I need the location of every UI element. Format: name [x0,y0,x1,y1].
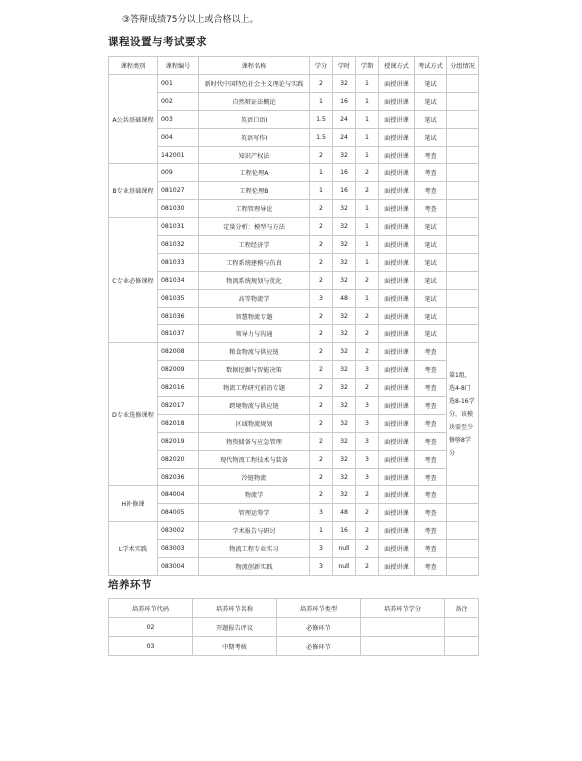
course-teach-mode: 面授讲课 [379,307,415,325]
course-term: 1 [356,146,379,164]
course-teach-mode: 面授讲课 [379,92,415,110]
course-teach-mode: 面授讲课 [379,414,415,432]
course-credit: 1 [310,164,333,182]
course-hours: 32 [333,450,356,468]
course-exam: 笔试 [415,128,447,146]
course-group-empty [447,325,479,343]
course-name: 领导力与沟通 [199,325,310,343]
course-row [109,289,479,307]
course-exam: 笔试 [415,92,447,110]
course-hours: 16 [333,182,356,200]
course-code: 084004 [158,486,199,504]
course-exam: 考查 [415,200,447,218]
course-teach-mode: 面授讲课 [379,397,415,415]
course-row [109,361,479,379]
course-hours: 32 [333,343,356,361]
course-name: 英语口语I [199,110,310,128]
link-header-note: 备注 [445,599,479,618]
course-code: 082036 [158,468,199,486]
course-group-empty [447,164,479,182]
course-teach-mode: 面授讲课 [379,218,415,236]
course-term: 1 [356,236,379,254]
course-row [109,146,479,164]
course-category: L学术实践 [109,522,158,576]
course-name: 工程系统建模与仿真 [199,253,310,271]
course-group-empty [447,218,479,236]
course-term: 3 [356,414,379,432]
course-hours: null [333,558,356,576]
course-hours: 32 [333,325,356,343]
course-code: 082020 [158,450,199,468]
course-exam: 考查 [415,504,447,522]
header-teach: 授课方式 [379,57,415,75]
course-group-note: 第1组，选4-8门选8-16学分，该模块需至少修够8学分 [447,343,479,486]
course-exam: 笔试 [415,325,447,343]
course-term: 1 [356,128,379,146]
course-teach-mode: 面授讲课 [379,468,415,486]
course-credit: 3 [310,558,333,576]
course-credit: 2 [310,468,333,486]
course-teach-mode: 面授讲课 [379,253,415,271]
course-hours: 32 [333,468,356,486]
course-term: 2 [356,307,379,325]
course-code: 081032 [158,236,199,254]
course-name: 管理运筹学 [199,504,310,522]
course-row [109,110,479,128]
course-teach-mode: 面授讲课 [379,128,415,146]
course-term: 2 [356,379,379,397]
course-teach-mode: 面授讲课 [379,289,415,307]
course-credit: 2 [310,307,333,325]
course-hours: 32 [333,236,356,254]
course-credit: 2 [310,432,333,450]
course-term: 1 [356,253,379,271]
header-term: 学期 [356,57,379,75]
course-credit: 3 [310,504,333,522]
course-credit: 1 [310,182,333,200]
course-exam: 考查 [415,146,447,164]
course-credit: 2 [310,200,333,218]
course-term: 2 [356,164,379,182]
course-teach-mode: 面授讲课 [379,146,415,164]
course-name: 物流学 [199,486,310,504]
course-code: 082017 [158,397,199,415]
course-code: 004 [158,128,199,146]
course-category: C专业必修课程 [109,218,158,343]
course-exam: 笔试 [415,236,447,254]
course-code: 082019 [158,432,199,450]
course-exam: 考查 [415,397,447,415]
course-term: 2 [356,325,379,343]
course-name: 知识产权法 [199,146,310,164]
course-term: 1 [356,200,379,218]
section-title-courses: 课程设置与考试要求 [108,36,207,48]
course-term: 2 [356,182,379,200]
course-credit: 2 [310,271,333,289]
link-code: 02 [109,618,193,637]
course-credit: 2 [310,379,333,397]
course-hours: 32 [333,307,356,325]
course-row [109,92,479,110]
course-row [109,128,479,146]
link-code: 03 [109,637,193,656]
course-category: H补修课 [109,486,158,522]
course-row [109,218,479,236]
course-name: 物流系统规划与优化 [199,271,310,289]
course-name: 工程经济学 [199,236,310,254]
course-row [109,414,479,432]
header-group: 分组情况 [447,57,479,75]
course-exam: 考查 [415,432,447,450]
course-row [109,397,479,415]
course-teach-mode: 面授讲课 [379,182,415,200]
course-name: 物流工程研究前沿专题 [199,379,310,397]
course-credit: 2 [310,361,333,379]
course-teach-mode: 面授讲课 [379,504,415,522]
course-code: 083002 [158,522,199,540]
link-credit [361,637,445,656]
course-hours: 16 [333,92,356,110]
course-credit: 2 [310,236,333,254]
course-teach-mode: 面授讲课 [379,343,415,361]
course-row [109,75,479,93]
course-hours: 48 [333,504,356,522]
course-group-empty [447,522,479,540]
course-group-empty [447,558,479,576]
course-hours: 32 [333,432,356,450]
course-exam: 笔试 [415,218,447,236]
course-code: 142001 [158,146,199,164]
header-credit: 学分 [310,57,333,75]
course-category: A公共基础课程 [109,75,158,164]
course-row [109,182,479,200]
course-code: 082008 [158,343,199,361]
course-code: 003 [158,110,199,128]
course-term: 2 [356,540,379,558]
course-hours: null [333,540,356,558]
course-code: 084005 [158,504,199,522]
course-exam: 笔试 [415,289,447,307]
course-group-empty [447,253,479,271]
course-name: 工程伦理B [199,182,310,200]
course-term: 2 [356,558,379,576]
link-header-code: 培养环节代码 [109,599,193,618]
course-term: 3 [356,361,379,379]
course-row [109,558,479,576]
course-row [109,486,479,504]
course-credit: 1 [310,522,333,540]
course-row [109,200,479,218]
course-teach-mode: 面授讲课 [379,432,415,450]
course-row [109,432,479,450]
course-name: 学术报告与研讨 [199,522,310,540]
course-credit: 2 [310,450,333,468]
course-row [109,540,479,558]
course-name: 现代物流工程技术与装备 [199,450,310,468]
course-row [109,236,479,254]
course-exam: 笔试 [415,271,447,289]
course-name: 定量分析：模型与方法 [199,218,310,236]
course-credit: 2 [310,397,333,415]
course-exam: 考查 [415,379,447,397]
course-credit: 2 [310,414,333,432]
course-term: 1 [356,110,379,128]
course-exam: 考查 [415,522,447,540]
course-name: 数据挖掘与智能决策 [199,361,310,379]
course-credit: 2 [310,486,333,504]
course-exam: 考查 [415,343,447,361]
course-row [109,468,479,486]
course-teach-mode: 面授讲课 [379,558,415,576]
course-term: 3 [356,397,379,415]
course-teach-mode: 面授讲课 [379,379,415,397]
course-teach-mode: 面授讲课 [379,271,415,289]
course-credit: 1 [310,92,333,110]
course-name: 物流工程专业实习 [199,540,310,558]
header-name: 课程名称 [199,57,310,75]
course-term: 2 [356,522,379,540]
course-exam: 考查 [415,468,447,486]
course-code: 081037 [158,325,199,343]
top-note: ③答辩成绩75分以上或合格以上。 [122,15,259,25]
course-row [109,307,479,325]
link-note [445,637,479,656]
course-teach-mode: 面授讲课 [379,75,415,93]
course-term: 1 [356,218,379,236]
course-hours: 32 [333,253,356,271]
course-credit: 2 [310,253,333,271]
course-code: 081034 [158,271,199,289]
link-row [109,637,479,656]
course-hours: 24 [333,128,356,146]
course-term: 1 [356,92,379,110]
course-teach-mode: 面授讲课 [379,486,415,504]
course-exam: 考查 [415,450,447,468]
course-teach-mode: 面授讲课 [379,200,415,218]
course-code: 009 [158,164,199,182]
course-code: 001 [158,75,199,93]
course-hours: 32 [333,379,356,397]
link-type: 必修环节 [277,618,361,637]
course-teach-mode: 面授讲课 [379,450,415,468]
course-hours: 16 [333,164,356,182]
course-code: 081035 [158,289,199,307]
course-term: 2 [356,271,379,289]
course-exam: 笔试 [415,307,447,325]
course-category: B专业基础课程 [109,164,158,218]
link-header-name: 培养环节名称 [193,599,277,618]
course-credit: 1.5 [310,128,333,146]
course-name: 自然辩证法概论 [199,92,310,110]
course-name: 冷链物流 [199,468,310,486]
course-hours: 24 [333,110,356,128]
course-exam: 考查 [415,182,447,200]
link-header-credit: 培养环节学分 [361,599,445,618]
course-row [109,522,479,540]
course-hours: 16 [333,522,356,540]
course-group-empty [447,128,479,146]
link-header-type: 培养环节类型 [277,599,361,618]
course-group-empty [447,271,479,289]
course-teach-mode: 面授讲课 [379,164,415,182]
header-hours: 学时 [333,57,356,75]
course-teach-mode: 面授讲课 [379,361,415,379]
course-code: 082009 [158,361,199,379]
course-term: 3 [356,468,379,486]
course-credit: 2 [310,218,333,236]
course-hours: 32 [333,271,356,289]
course-name: 物流创新实践 [199,558,310,576]
course-hours: 32 [333,397,356,415]
course-term: 2 [356,504,379,522]
course-row [109,271,479,289]
course-hours: 32 [333,75,356,93]
course-row [109,164,479,182]
course-hours: 48 [333,289,356,307]
course-name: 粮食物流与供应链 [199,343,310,361]
course-credit: 2 [310,75,333,93]
link-note [445,618,479,637]
link-name: 开题报告评议 [193,618,277,637]
course-term: 3 [356,450,379,468]
course-row [109,504,479,522]
course-row [109,450,479,468]
section-title-links: 培养环节 [108,579,152,591]
course-category: D专业选修课程 [109,343,158,486]
course-code: 002 [158,92,199,110]
header-exam: 考试方式 [415,57,447,75]
header-category: 课程类别 [109,57,158,75]
course-name: 跨境物流与供应链 [199,397,310,415]
course-exam: 考查 [415,164,447,182]
course-hours: 32 [333,146,356,164]
course-hours: 32 [333,361,356,379]
course-group-empty [447,92,479,110]
link-row [109,618,479,637]
course-name: 智慧物流专题 [199,307,310,325]
course-table-header [109,57,479,75]
course-exam: 考查 [415,414,447,432]
course-row [109,379,479,397]
course-table [108,56,479,576]
course-teach-mode: 面授讲课 [379,522,415,540]
course-term: 2 [356,343,379,361]
course-hours: 32 [333,218,356,236]
course-group-empty [447,307,479,325]
course-group-empty [447,504,479,522]
course-exam: 考查 [415,361,447,379]
course-code: 081033 [158,253,199,271]
course-exam: 考查 [415,540,447,558]
course-name: 高等物流学 [199,289,310,307]
course-group-empty [447,540,479,558]
course-group-empty [447,486,479,504]
course-code: 082016 [158,379,199,397]
course-name: 物资储备与应急管理 [199,432,310,450]
course-teach-mode: 面授讲课 [379,110,415,128]
header-code: 课程编号 [158,57,199,75]
course-term: 2 [356,486,379,504]
link-table-header [109,599,479,618]
course-group-empty [447,75,479,93]
course-row [109,343,479,361]
course-term: 1 [356,289,379,307]
course-credit: 2 [310,146,333,164]
course-teach-mode: 面授讲课 [379,325,415,343]
course-exam: 笔试 [415,253,447,271]
course-code: 081036 [158,307,199,325]
course-credit: 3 [310,540,333,558]
course-teach-mode: 面授讲课 [379,540,415,558]
course-credit: 2 [310,343,333,361]
course-row [109,253,479,271]
course-group-empty [447,289,479,307]
course-hours: 32 [333,200,356,218]
link-type: 必修环节 [277,637,361,656]
course-name: 新时代中国特色社会主义理论与实践 [199,75,310,93]
course-group-empty [447,236,479,254]
course-group-empty [447,182,479,200]
course-code: 081030 [158,200,199,218]
course-credit: 1.5 [310,110,333,128]
course-code: 083004 [158,558,199,576]
course-teach-mode: 面授讲课 [379,236,415,254]
course-term: 3 [356,432,379,450]
course-exam: 考查 [415,486,447,504]
course-row [109,325,479,343]
link-table [108,598,479,656]
link-credit [361,618,445,637]
course-exam: 考查 [415,558,447,576]
course-code: 082018 [158,414,199,432]
course-term: 1 [356,75,379,93]
course-code: 081031 [158,218,199,236]
course-hours: 32 [333,486,356,504]
course-name: 区域物流规划 [199,414,310,432]
course-name: 英语写作I [199,128,310,146]
course-credit: 2 [310,325,333,343]
course-name: 工程伦理A [199,164,310,182]
course-name: 工程管理导论 [199,200,310,218]
course-code: 081027 [158,182,199,200]
course-group-empty [447,200,479,218]
course-exam: 笔试 [415,110,447,128]
course-exam: 笔试 [415,75,447,93]
course-group-empty [447,146,479,164]
course-group-empty [447,110,479,128]
link-name: 中期考核 [193,637,277,656]
course-credit: 3 [310,289,333,307]
course-code: 083003 [158,540,199,558]
course-hours: 32 [333,414,356,432]
